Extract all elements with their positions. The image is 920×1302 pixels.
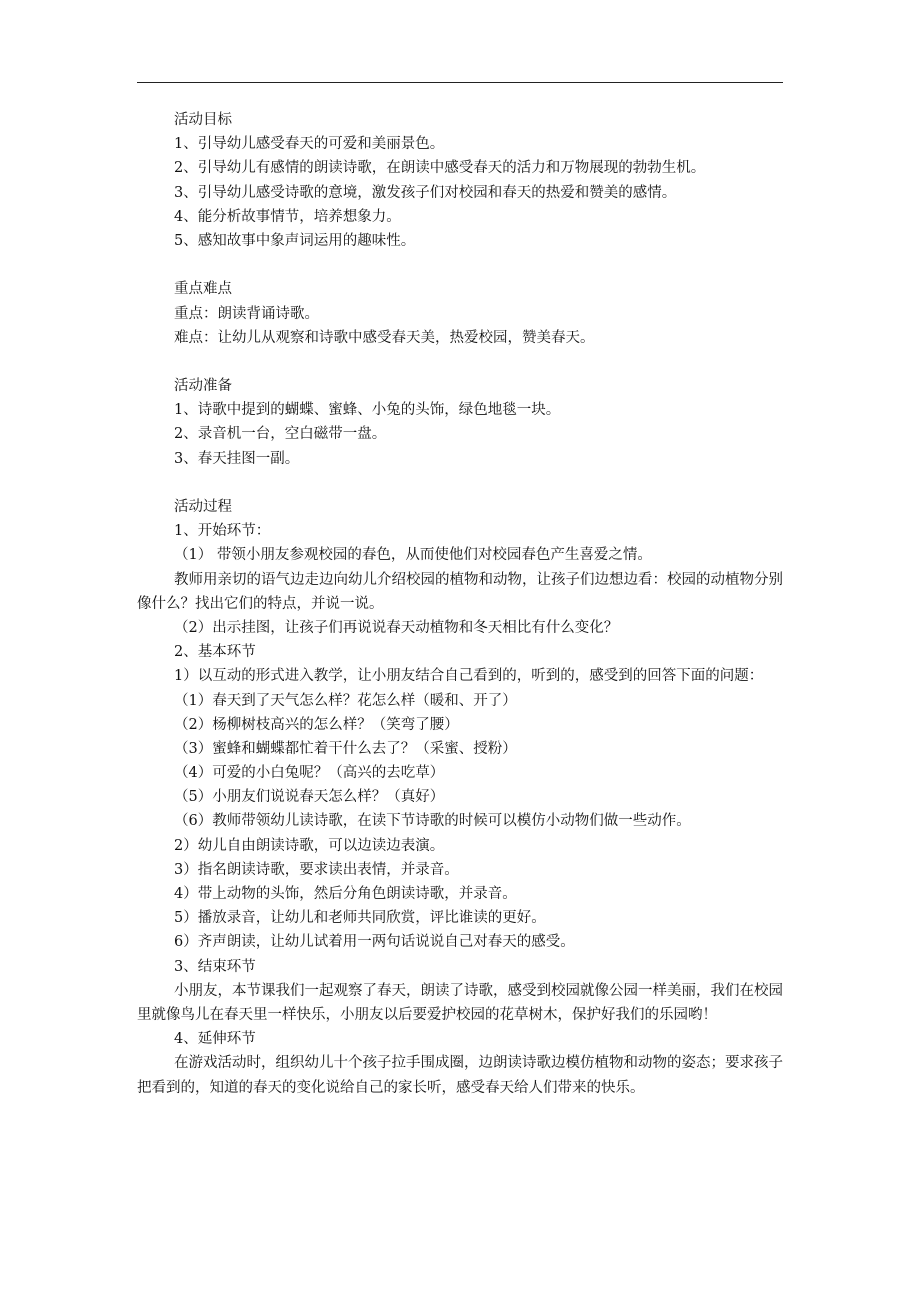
step-item: 6）齐声朗读，让幼儿试着用一两句话说说自己对春天的感受。 [174, 934, 575, 951]
end-title: 3、结束环节 [174, 958, 256, 975]
end-paragraph: 小朋友，本节课我们一起观察了春天，朗读了诗歌，感受到校园就像公园一样美丽，我们在校园里就像鸟儿在春天里一样快乐，小朋友以后要爱护校园的花草树木，保护好我们的乐园哟！ [137, 982, 783, 1023]
process-heading: 活动过程 [174, 499, 232, 515]
goal-item: 4、能分析故事情节，培养想象力。 [174, 208, 401, 225]
goal-item: 5、感知故事中象声词运用的趣味性。 [174, 232, 416, 249]
question-item: （5）小朋友们说说春天怎么样？（真好） [174, 789, 445, 806]
question-item: （6）教师带领幼儿读诗歌，在读下节诗歌的时候可以模仿小动物们做一些动作。 [174, 813, 691, 830]
step-item: 3）指名朗读诗歌，要求读出表情，并录音。 [174, 861, 459, 878]
start-title: 1、开始环节： [174, 523, 271, 540]
basic-title: 2、基本环节 [174, 644, 256, 661]
question-item: （2）杨柳树枝高兴的怎么样？（笑弯了腰） [174, 716, 459, 733]
keypoint-item: 重点：朗读背诵诗歌。 [174, 305, 319, 322]
start-paragraph: 教师用亲切的语气边走边向幼儿介绍校园的植物和动物，让孩子们边想边看：校园的动植物分别像什么？找出它们的特点，并说一说。 [137, 571, 783, 612]
prep-item: 1、诗歌中提到的蝴蝶、蜜蜂、小兔的头饰，绿色地毯一块。 [174, 402, 561, 419]
section-keypoints [137, 277, 783, 350]
prep-item: 3、春天挂图一副。 [174, 450, 300, 467]
goals-heading: 活动目标 [174, 112, 232, 128]
basic-intro: 1）以互动的形式进入教学，让小朋友结合自己看到的，听到的，感受到的回答下面的问题： [174, 668, 764, 685]
document-body [137, 108, 783, 1100]
start-step-2: （2）出示挂图，让孩子们再说说春天动植物和冬天相比有什么变化？ [174, 619, 619, 636]
prep-item: 2、录音机一台，空白磁带一盘。 [174, 426, 387, 443]
goal-item: 3、引导幼儿感受诗歌的意境，激发孩子们对校园和春天的热爱和赞美的感情。 [174, 184, 677, 201]
keypoints-heading: 重点难点 [174, 281, 232, 298]
prep-heading: 活动准备 [174, 378, 232, 395]
goal-item: 2、引导幼儿有感情的朗读诗歌，在朗读中感受春天的活力和万物展现的勃勃生机。 [174, 160, 706, 177]
question-item: （4）可爱的小白兔呢？（高兴的去吃草） [174, 765, 445, 782]
step-item: 5）播放录音，让幼儿和老师共同欣赏，评比谁读的更好。 [174, 910, 546, 927]
question-item: （3）蜜蜂和蝴蝶都忙着干什么去了？（采蜜、授粉） [174, 740, 517, 757]
section-goals [137, 108, 783, 253]
extension-title: 4、延伸环节 [174, 1031, 256, 1048]
step-item: 2）幼儿自由朗读诗歌，可以边读边表演。 [174, 837, 445, 854]
extension-paragraph: 在游戏活动时，组织幼儿十个孩子拉手围成圈，边朗读诗歌边模仿植物和动物的姿态；要求孩子把看到的，知道的春天的变化说给自己的家长听，感受春天给人们带来的快乐。 [137, 1055, 783, 1096]
keypoint-item: 难点：让幼儿从观察和诗歌中感受春天美，热爱校园，赞美春天。 [174, 329, 595, 346]
question-item: （1）春天到了天气怎么样？花怎么样（暖和、开了） [174, 692, 517, 709]
start-step-1: （1） 带领小朋友参观校园的春色，从而使他们对校园春色产生喜爱之情。 [174, 547, 652, 564]
header-rule [137, 82, 783, 83]
step-item: 4）带上动物的头饰，然后分角色朗读诗歌，并录音。 [174, 886, 517, 903]
section-process [137, 495, 783, 1100]
goal-item: 1、引导幼儿感受春天的可爱和美丽景色。 [174, 136, 445, 153]
section-prep [137, 374, 783, 471]
